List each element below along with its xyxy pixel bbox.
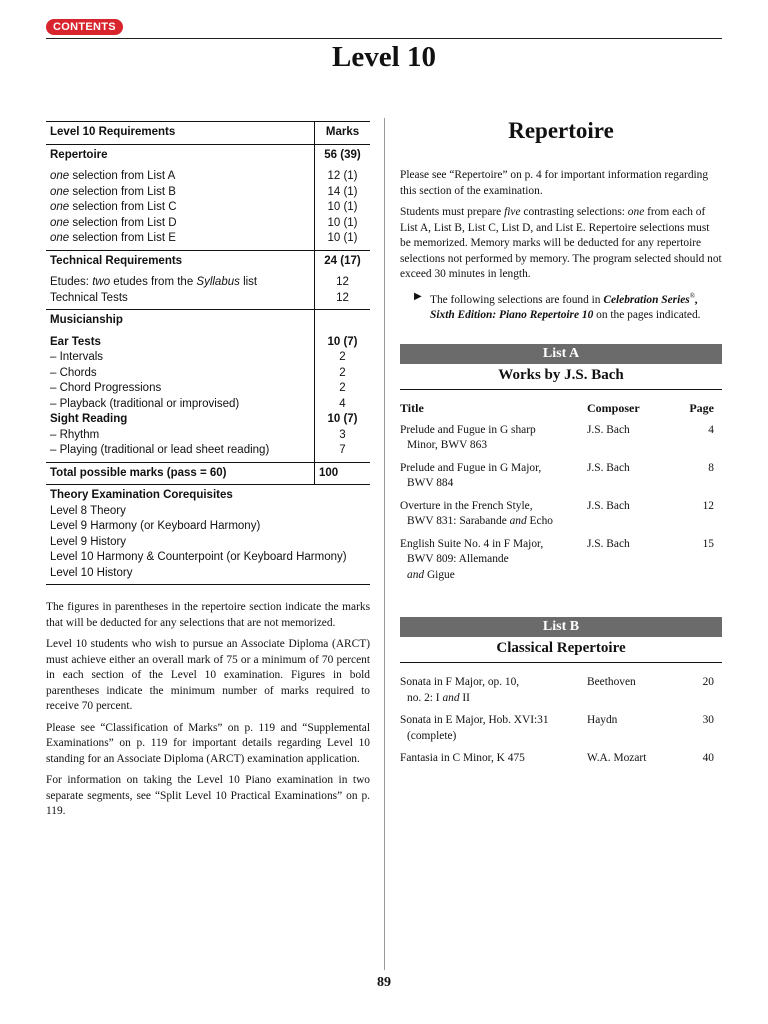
item-marks: 10 (1) — [327, 216, 358, 229]
marks-column-header: Marks — [325, 126, 360, 138]
paragraph: Level 10 students who wish to pursue an Associate Diploma (ARCT) must achieve either an overall mark of 75 or a minimum of 70 percent in each section of the Level 10 examination. Figures in bold parentheses indicate the minimum number of marks required to receive 70 percent. — [46, 638, 370, 712]
requirement-item: – Chords — [50, 366, 97, 379]
subsection-marks: 10 (7) — [327, 335, 358, 348]
requirement-item: Etudes: two etudes from the Syllabus list — [50, 276, 258, 288]
list-a-table — [400, 401, 722, 590]
item-marks: 2 — [339, 366, 346, 379]
item-marks: 10 (1) — [327, 232, 358, 244]
section-marks: 56 (39) — [324, 148, 361, 161]
paragraph: Please see “Repertoire” on p. 4 for important information regarding this section of the examination. — [400, 169, 709, 197]
left-notes — [46, 600, 370, 826]
list-a-subtitle: Works by J.S. Bach — [400, 367, 722, 390]
item-marks: 10 (1) — [327, 201, 358, 213]
requirement-item: – Intervals — [50, 351, 104, 363]
subsection-title: Ear Tests — [50, 335, 101, 348]
theory-section — [46, 485, 370, 584]
theory-item: Level 10 History — [50, 566, 133, 579]
requirement-item: – Chord Progressions — [50, 382, 162, 394]
table-row: Sonata in F Major, op. 10, no. 2: I and II Beethoven 20 — [400, 676, 714, 704]
list-a-bar: List A — [400, 344, 722, 364]
section-title: Technical Requirements — [50, 254, 183, 267]
table-row: Sonata in E Major, Hob. XVI:31 (complete) Haydn 30 — [400, 714, 714, 742]
table-row: Prelude and Fugue in G Major, BWV 884 J.S. Bach 8 — [400, 461, 714, 489]
table-row: Fantasia in C Minor, K 475 W.A. Mozart 40 — [400, 752, 714, 764]
repertoire-section — [46, 145, 370, 251]
item-marks: 14 (1) — [327, 185, 358, 198]
theory-item: Level 10 Harmony & Counterpoint (or Keyboard Harmony) — [50, 551, 347, 563]
requirement-item: Technical Tests — [50, 291, 128, 304]
table-row: Overture in the French Style, BWV 831: Sarabande and Echo J.S. Bach 12 — [400, 499, 714, 527]
requirement-item: – Playing (traditional or lead sheet reading) — [50, 444, 270, 456]
requirement-item: one selection from List B — [50, 185, 176, 198]
repertoire-intro — [400, 168, 722, 323]
item-marks: 12 — [336, 291, 349, 304]
theory-item: Level 9 History — [50, 535, 127, 548]
list-b-bar: List B — [400, 617, 722, 637]
requirements-header-row — [46, 122, 370, 145]
item-marks: 12 — [336, 276, 349, 288]
column-divider — [384, 118, 385, 970]
requirements-column-header: Level 10 Requirements — [50, 126, 176, 138]
page-column-header: Page — [689, 401, 714, 415]
musicianship-section — [46, 310, 370, 463]
requirements-table — [46, 121, 370, 585]
item-marks: 12 (1) — [327, 170, 358, 182]
subsection-marks: 10 (7) — [327, 413, 358, 425]
paragraph: For information on taking the Level 10 Piano examination in two separate segments, see “Split Level 10 Practical Examinations” on p. 119. — [46, 774, 370, 817]
total-label: Total possible marks (pass = 60) — [50, 466, 227, 479]
requirement-item: one selection from List E — [50, 232, 176, 244]
table-header-row — [400, 401, 722, 417]
paragraph: Please see “Classification of Marks” on p. 119 and “Supplemental Examinations” on p. 119 for important details regarding Level 10 standing for an Associate Diploma (ARCT) examination application. — [46, 721, 370, 765]
repertoire-heading: Repertoire — [508, 118, 614, 143]
list-b-table — [400, 675, 722, 774]
section-marks: 24 (17) — [324, 254, 361, 267]
item-marks: 7 — [339, 444, 346, 456]
contents-button[interactable]: CONTENTS — [46, 19, 123, 35]
table-row: Prelude and Fugue in G sharp Minor, BWV 863 J.S. Bach 4 — [400, 423, 714, 451]
technical-section — [46, 251, 370, 311]
table-row: English Suite No. 4 in F Major, BWV 809: Allemande and Gigue J.S. Bach 15 — [400, 537, 714, 581]
total-row — [46, 463, 370, 486]
composer-column-header: Composer — [587, 401, 640, 415]
requirement-item: one selection from List C — [50, 201, 177, 213]
theory-item: Level 9 Harmony (or Keyboard Harmony) — [50, 520, 261, 532]
item-marks: 4 — [339, 397, 346, 410]
triangle-bullet-icon: ▶ — [414, 290, 422, 302]
item-marks: 2 — [339, 351, 346, 363]
paragraph: Students must prepare five contrasting selections: one from each of List A, List B, List C, List D, and List E. Repertoire selections must be memorized. Memory marks will be deducted for any repertoire selections not performed by memory. The program selected should not exceed 30 minutes in length. — [400, 206, 722, 280]
bullet-note: ▶ The following selections are found in Celebration Series®, Sixth Edition: Piano Repertoire 10 on the pages indicated. — [400, 289, 722, 324]
item-marks: 3 — [339, 428, 346, 441]
item-marks: 2 — [339, 382, 346, 394]
list-b-subtitle: Classical Repertoire — [400, 640, 722, 663]
subsection-title: Sight Reading — [50, 413, 128, 425]
header-rule — [46, 38, 722, 39]
requirement-item: – Rhythm — [50, 428, 100, 441]
requirement-item: – Playback (traditional or improvised) — [50, 397, 240, 410]
requirement-item: one selection from List D — [50, 216, 177, 229]
paragraph: The figures in parentheses in the repertoire section indicate the marks that will be deducted for any selections that are not memorized. — [46, 601, 370, 629]
page-title: Level 10 — [332, 41, 436, 73]
section-title: Musicianship — [50, 314, 123, 326]
section-title: Repertoire — [50, 148, 108, 161]
total-marks: 100 — [319, 466, 339, 479]
requirement-item: one selection from List A — [50, 170, 176, 182]
theory-item: Level 8 Theory — [50, 504, 126, 517]
page-number: 89 — [377, 975, 391, 990]
section-title: Theory Examination Corequisites — [50, 489, 233, 501]
title-column-header: Title — [400, 401, 424, 415]
